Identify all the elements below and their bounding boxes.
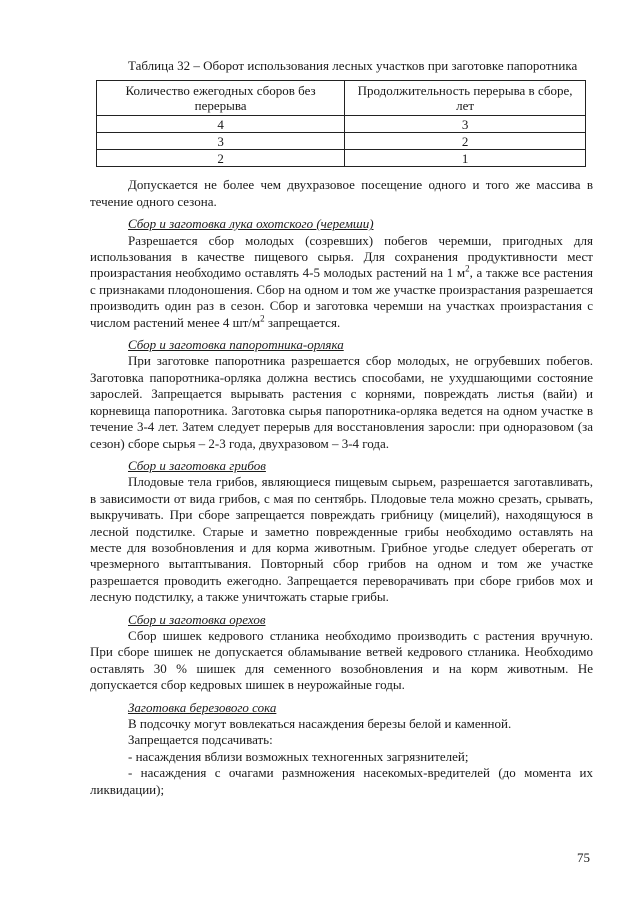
fern-paragraph: При заготовке папоротника разрешается сбор молодых, не огрубевших побегов. Заготовка папоротника-орляка должна вестись способами, не ухудшающими состояние зарослей. Запрещается вырывать растения с корнями, повреждать листья (вайи) и корневища папоротника. Заготовка сырья папоротника-орляка ведется на одном участке в течение 3-4 лет. Затем следует перерыв для восстановления заросли: при одноразовом (за сезон) сборе сырья – 2-3 года, двухразовом – 3-4 года. bbox=[90, 353, 593, 451]
section-heading-fern: Сбор и заготовка папоротника-орляка bbox=[128, 337, 344, 353]
page-number: 75 bbox=[577, 850, 590, 865]
mushrooms-paragraph: Плодовые тела грибов, являющиеся пищевым сырьем, разрешается заготавливать, в зависимости от вида грибов, с мая по сентябрь. Плодовые тела можно срезать, срывать, выкручивать. При сборе запрещается повреждать грибницу (мицелий), находящуюся в лесной подстилке. Старые и заметно поврежденные грибы необходимо оставлять на месте для возобновления и для корма животным. Грибное угодье следует оберегать от чрезмерного вытаптывания. Повторный сбор грибов на одном и том же участке разрешается проводить ежегодно. Запрещается переворачивать при сборе грибов мох и лесную подстилку, а также уничтожать старые грибы. bbox=[90, 474, 593, 605]
table-row bbox=[97, 133, 586, 150]
table-header-cell: Продолжительность перерыва в сборе, лет bbox=[345, 81, 586, 116]
section-heading-nuts: Сбор и заготовка орехов bbox=[128, 611, 266, 627]
section-heading-mushrooms: Сбор и заготовка грибов bbox=[128, 457, 266, 473]
table-cell: 2 bbox=[97, 150, 345, 167]
intro-paragraph: Допускается не более чем двухразовое посещение одного и того же массива в течение одного сезона. bbox=[90, 177, 593, 209]
ramson-paragraph: Разрешается сбор молодых (созревших) побегов черемши, пригодных для использования в качестве пищевого сырья. Для сохранения продуктивности мест произрастания необходимо оставлять 4-5 молодых растений на 1 $м^2$, а также все растения с признаками плодоношения. Сбор на одном и том же участке произрастания разрешается производить один раз в сезон. Сбор и заготовка черемши на участках произрастания с числом растений менее 4 $шт/м^2$ запрещается. bbox=[90, 232, 593, 330]
nuts-paragraph: Сбор шишек кедрового стланика необходимо производить с растения вручную. При сборе шишек не допускается обламывание ветвей кедрового стланика. Необходимо оставлять 30 % шишек для семенного возобновления и на корм животным. Не допускается сбор кедровых шишек в неурожайные годы. bbox=[90, 627, 593, 693]
list-item: - насаждения с очагами размножения насекомых-вредителей (до момента их ликвидации); bbox=[90, 765, 593, 797]
list-item: - насаждения вблизи возможных техногенных загрязнителей; bbox=[128, 748, 469, 764]
table-row bbox=[97, 116, 586, 133]
table-cell: 1 bbox=[345, 150, 586, 167]
table-row bbox=[97, 150, 586, 167]
table-cell: 2 bbox=[345, 133, 586, 150]
list-item: Запрещается подсачивать: bbox=[128, 732, 273, 748]
table-caption: Таблица 32 – Оборот использования лесных участков при заготовке папоротника bbox=[128, 58, 578, 73]
document-page bbox=[90, 58, 593, 798]
table-header-cell: Количество ежегодных сборов без перерыва bbox=[97, 81, 345, 116]
fern-rotation-table bbox=[96, 80, 586, 167]
section-heading-ramson: Сбор и заготовка лука охотского (черемши) bbox=[128, 216, 374, 232]
birch-sap-list bbox=[90, 716, 593, 798]
table-cell: 4 bbox=[97, 116, 345, 133]
table-cell: 3 bbox=[345, 116, 586, 133]
list-item: В подсочку могут вовлекаться насаждения березы белой и каменной. bbox=[128, 716, 512, 731]
table-cell: 3 bbox=[97, 133, 345, 150]
section-heading-birch-sap: Заготовка березового сока bbox=[128, 699, 277, 715]
table-header-row bbox=[97, 81, 586, 116]
